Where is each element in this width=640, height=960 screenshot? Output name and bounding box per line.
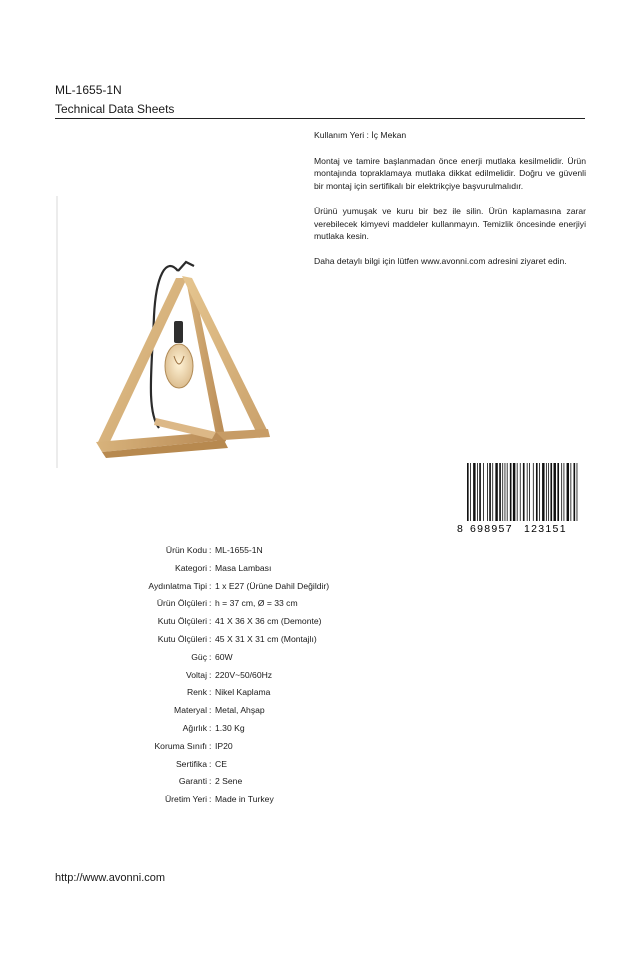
spec-label: Kutu Ölçüleri xyxy=(157,616,207,627)
spec-label: Kategori xyxy=(174,562,207,573)
usage-line: Kullanım Yeri : İç Mekan xyxy=(314,130,407,140)
lamp-product-image xyxy=(56,196,272,468)
spec-label: Güç xyxy=(191,651,207,662)
spec-row: Ürün Kodu : ML-1655-1N xyxy=(165,545,263,555)
spec-row: Sertifika : CE xyxy=(175,758,227,769)
spec-value: ML-1655-1N xyxy=(215,545,263,555)
cleaning-paragraph: Ürünü yumuşak ve kuru bir bez ile silin. Ürün kaplamasına zarar verebilecek kimyevi maddeler kullanmayın. Temizlik öncesinde enerjiyi mutlaka kesin. xyxy=(314,205,586,242)
safety-paragraph: Montaj ve tamire başlanmadan önce enerji mutlaka kesilmelidir. Ürün montajında topraklamaya mutlaka dikkat edilmelidir. Doğru ve güvenli bir montaj için sertifikalı bir elektrikçiye başvurulmalıdır. xyxy=(314,155,586,191)
spec-label: Ürün Kodu xyxy=(165,545,207,555)
spec-value: Metal, Ahşap xyxy=(215,705,265,716)
spec-value: IP20 xyxy=(215,740,233,751)
spec-label: Renk xyxy=(186,687,207,698)
usage-label: Kullanım Yeri xyxy=(314,130,365,140)
spec-row: Voltaj : 220V~50/60Hz xyxy=(185,669,273,680)
spec-row: Koruma Sınıfı : IP20 xyxy=(154,740,233,751)
info-block xyxy=(314,129,586,281)
spec-value: 1 x E27 (Ürüne Dahil Değildir) xyxy=(215,580,330,591)
spec-value: 2 Sene xyxy=(215,776,243,787)
usage-value: İç Mekan xyxy=(371,130,407,140)
spec-value: Made in Turkey xyxy=(215,794,274,805)
spec-value: Masa Lambası xyxy=(215,562,272,573)
website-paragraph: Daha detaylı bilgi için lütfen www.avonni.com adresini ziyaret edin. xyxy=(314,256,567,267)
spec-label: Aydınlatma Tipi xyxy=(148,580,207,591)
spec-value: 41 X 36 X 36 cm (Demonte) xyxy=(215,616,322,627)
spec-label: Üretim Yeri xyxy=(164,794,207,805)
barcode-left-digits: 698957 xyxy=(470,523,513,533)
spec-label: Kutu Ölçüleri xyxy=(157,634,207,644)
spec-label: Voltaj xyxy=(185,669,207,680)
spec-label: Ürün Ölçüleri xyxy=(156,598,207,609)
barcode-first-digit: 8 xyxy=(457,523,463,533)
spec-row: Kutu Ölçüleri : 45 X 31 X 31 cm (Montajlı) xyxy=(157,634,317,644)
product-code-title: ML-1655-1N xyxy=(55,83,122,97)
spec-value: 1.30 Kg xyxy=(215,723,245,733)
spec-value: CE xyxy=(215,758,227,769)
spec-row: Aydınlatma Tipi : 1 x E27 (Ürüne Dahil Değildir) xyxy=(148,580,330,591)
document-subtitle: Technical Data Sheets xyxy=(55,102,175,116)
spec-label: Koruma Sınıfı xyxy=(154,740,207,751)
spec-row: Ağırlık : 1.30 Kg xyxy=(182,723,245,733)
barcode-right-digits: 123151 xyxy=(524,523,567,533)
spec-row: Ürün Ölçüleri : h = 37 cm, Ø = 33 cm xyxy=(156,598,298,609)
barcode xyxy=(457,463,585,533)
spec-label: Sertifika xyxy=(175,758,207,769)
spec-value: 45 X 31 X 31 cm (Montajlı) xyxy=(215,634,317,644)
header-divider xyxy=(55,118,585,119)
spec-row: Kutu Ölçüleri : 41 X 36 X 36 cm (Demonte) xyxy=(157,616,322,627)
spec-value: Nikel Kaplama xyxy=(215,687,271,698)
spec-row: Güç : 60W xyxy=(191,651,233,662)
spec-value: 220V~50/60Hz xyxy=(215,669,273,680)
spec-row: Kategori : Masa Lambası xyxy=(174,562,272,573)
spec-row: Garanti : 2 Sene xyxy=(178,776,243,787)
spec-label: Garanti xyxy=(178,776,207,787)
barcode-bars xyxy=(467,463,577,521)
spec-value: 60W xyxy=(215,651,233,662)
spec-value: h = 37 cm, Ø = 33 cm xyxy=(215,598,298,609)
spec-label: Ağırlık xyxy=(182,723,207,733)
spec-row: Üretim Yeri : Made in Turkey xyxy=(164,794,274,805)
spec-row: Renk : Nikel Kaplama xyxy=(186,687,271,698)
spec-row: Materyal : Metal, Ahşap xyxy=(174,705,265,716)
spec-label: Materyal xyxy=(174,705,207,716)
footer-website-link[interactable]: http://www.avonni.com xyxy=(55,872,166,884)
